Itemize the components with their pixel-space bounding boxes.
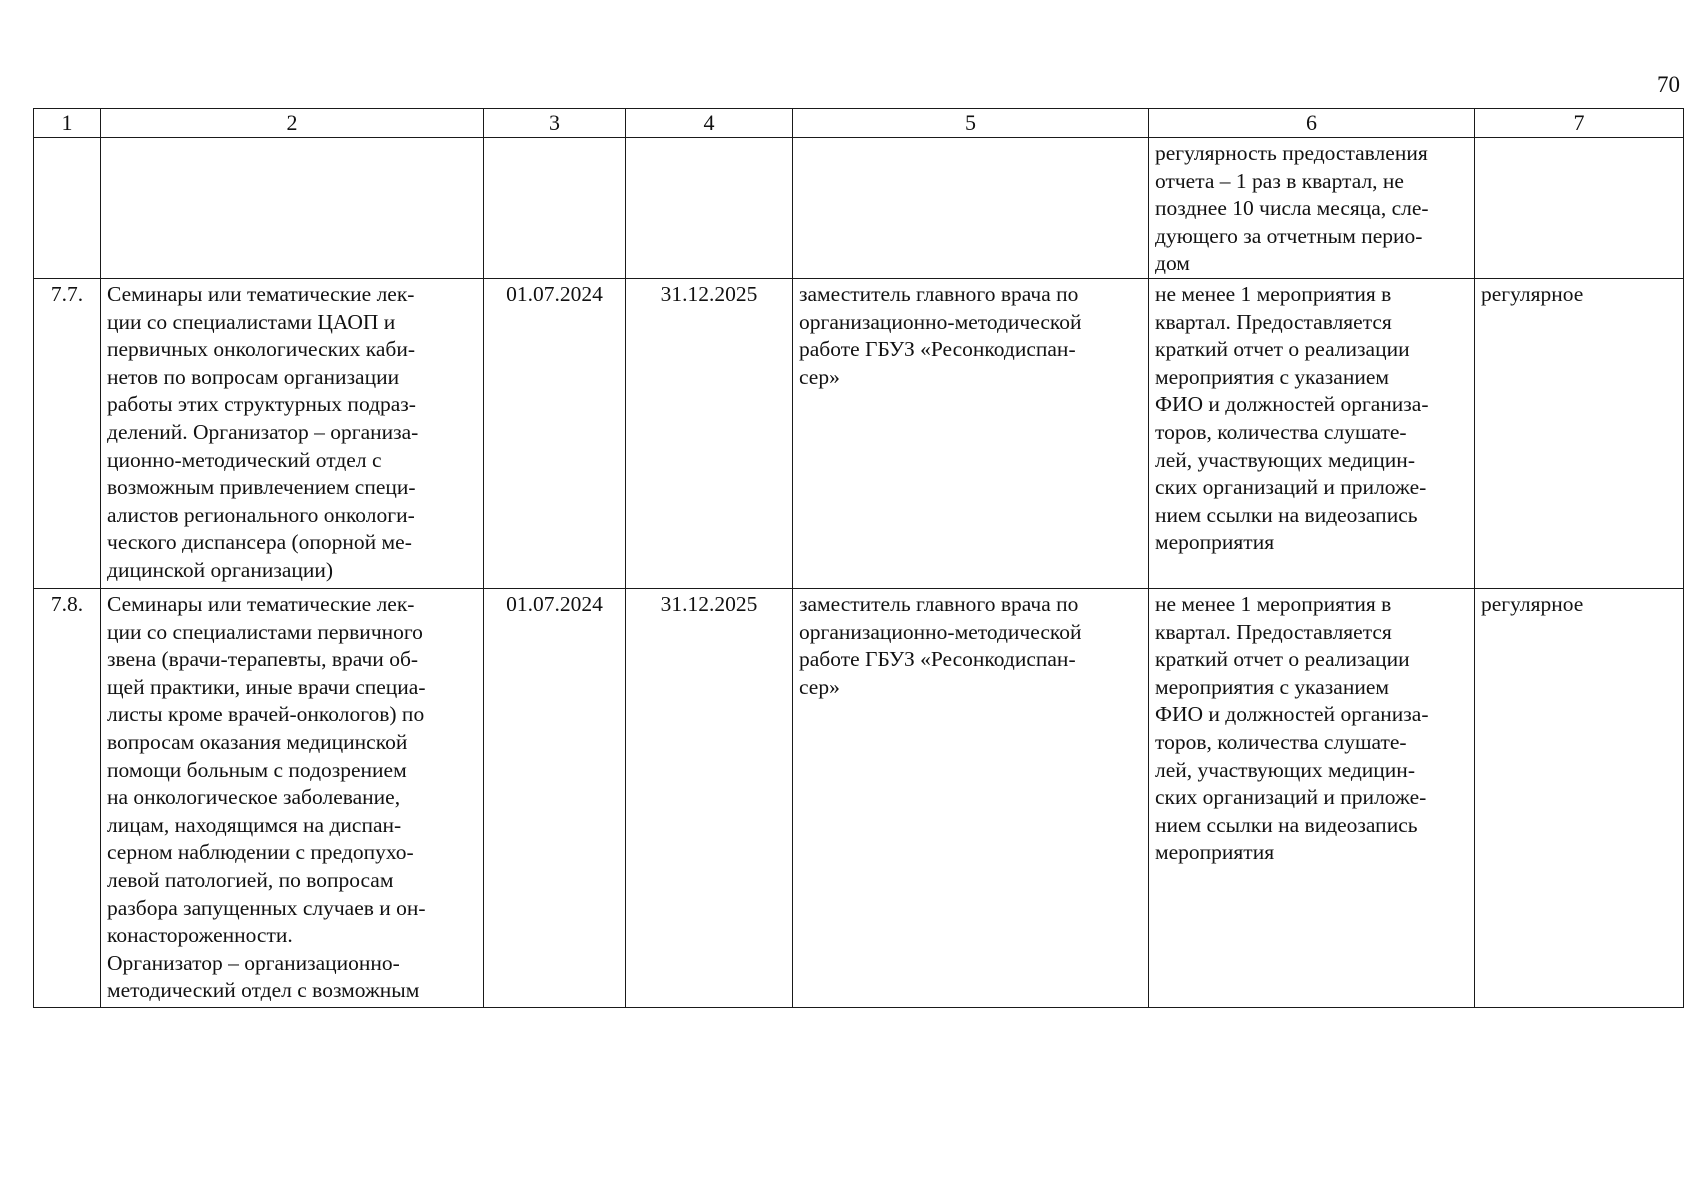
text-line: отчета – 1 раз в квартал, не bbox=[1155, 168, 1404, 193]
continuation-row bbox=[34, 138, 1684, 279]
text-line: разбора запущенных случаев и он- bbox=[107, 895, 426, 920]
text-line: ческого диспансера (опорной ме- bbox=[107, 530, 412, 555]
text-line: мероприятия с указанием bbox=[1155, 674, 1389, 699]
text-line: конастороженности. bbox=[107, 923, 293, 948]
text-line: регулярность предоставления bbox=[1155, 141, 1428, 165]
empty-cell bbox=[101, 138, 484, 279]
text-line: краткий отчет о реализации bbox=[1155, 337, 1410, 362]
text-line: Семинары или тематические лек- bbox=[107, 591, 415, 616]
table-row bbox=[34, 588, 1684, 1007]
text-line: не менее 1 мероприятия в bbox=[1155, 591, 1392, 616]
text-line: дом bbox=[1155, 251, 1190, 276]
row-number: 7.7. bbox=[34, 278, 101, 588]
column-number-row bbox=[34, 109, 1684, 138]
text-line: не менее 1 мероприятия в bbox=[1155, 281, 1392, 306]
text-line: мероприятия bbox=[1155, 840, 1275, 865]
responsible-cell bbox=[793, 278, 1149, 588]
type-cell: регулярное bbox=[1475, 588, 1684, 1007]
text-line: мероприятия bbox=[1155, 530, 1275, 555]
text-line: сер» bbox=[799, 364, 840, 389]
indicator-cell bbox=[1149, 278, 1475, 588]
text-line: методический отдел с возможным bbox=[107, 978, 420, 1003]
text-line: работе ГБУЗ «Ресонкодиспан- bbox=[799, 647, 1076, 672]
continuation-indicator-cell bbox=[1149, 138, 1475, 279]
responsible-cell bbox=[793, 588, 1149, 1007]
text-line: лицам, находящимся на диспан- bbox=[107, 812, 402, 837]
text-line: на онкологическое заболевание, bbox=[107, 785, 401, 810]
text-line: ских организаций и приложе- bbox=[1155, 475, 1427, 500]
text-line: дующего за отчетным перио- bbox=[1155, 223, 1423, 248]
text-line: ФИО и должностей организа- bbox=[1155, 702, 1429, 727]
text-line: ских организаций и приложе- bbox=[1155, 785, 1427, 810]
start-date: 01.07.2024 bbox=[484, 278, 626, 588]
text-line: ФИО и должностей организа- bbox=[1155, 392, 1429, 417]
text-line: первичных онкологических каби- bbox=[107, 337, 416, 362]
row-number: 7.8. bbox=[34, 588, 101, 1007]
description-cell bbox=[101, 588, 484, 1007]
type-cell: регулярное bbox=[1475, 278, 1684, 588]
text-line: ции со специалистами ЦАОП и bbox=[107, 309, 396, 334]
text-line: позднее 10 числа месяца, сле- bbox=[1155, 196, 1429, 221]
text-line: Семинары или тематические лек- bbox=[107, 281, 415, 306]
column-header-7: 7 bbox=[1475, 109, 1684, 138]
column-header-6: 6 bbox=[1149, 109, 1475, 138]
text-line: лей, участвующих медицин- bbox=[1155, 447, 1415, 472]
text-line: Организатор – организационно- bbox=[107, 950, 400, 975]
column-header-5: 5 bbox=[793, 109, 1149, 138]
text-line: краткий отчет о реализации bbox=[1155, 647, 1410, 672]
text-line: торов, количества слушате- bbox=[1155, 419, 1407, 444]
empty-cell bbox=[626, 138, 793, 279]
text-line: квартал. Предоставляется bbox=[1155, 309, 1392, 334]
page-number: 70 bbox=[1657, 72, 1680, 97]
text-line: сер» bbox=[799, 674, 840, 699]
text-line: нетов по вопросам организации bbox=[107, 364, 400, 389]
text-line: алистов регионального онкологи- bbox=[107, 502, 415, 527]
text-line: торов, количества слушате- bbox=[1155, 729, 1407, 754]
description-cell bbox=[101, 278, 484, 588]
empty-cell bbox=[793, 138, 1149, 279]
text-line: вопросам оказания медицинской bbox=[107, 729, 408, 754]
end-date: 31.12.2025 bbox=[626, 588, 793, 1007]
text-line: щей практики, иные врачи специа- bbox=[107, 674, 426, 699]
empty-cell bbox=[484, 138, 626, 279]
text-line: работы этих структурных подраз- bbox=[107, 392, 416, 417]
indicator-cell bbox=[1149, 588, 1475, 1007]
empty-cell bbox=[34, 138, 101, 279]
empty-cell bbox=[1475, 138, 1684, 279]
text-line: мероприятия с указанием bbox=[1155, 364, 1389, 389]
column-header-2: 2 bbox=[101, 109, 484, 138]
text-line: нием ссылки на видеозапись bbox=[1155, 502, 1418, 527]
text-line: квартал. Предоставляется bbox=[1155, 619, 1392, 644]
column-header-4: 4 bbox=[626, 109, 793, 138]
text-line: организационно-методической bbox=[799, 309, 1082, 334]
text-line: нием ссылки на видеозапись bbox=[1155, 812, 1418, 837]
text-line: серном наблюдении с предопухо- bbox=[107, 840, 414, 865]
text-line: ции со специалистами первичного bbox=[107, 619, 423, 644]
text-line: лей, участвующих медицин- bbox=[1155, 757, 1415, 782]
column-header-1: 1 bbox=[34, 109, 101, 138]
text-line: заместитель главного врача по bbox=[799, 591, 1079, 616]
start-date: 01.07.2024 bbox=[484, 588, 626, 1007]
text-line: дицинской организации) bbox=[107, 557, 334, 582]
table-row bbox=[34, 278, 1684, 588]
column-header-3: 3 bbox=[484, 109, 626, 138]
text-line: заместитель главного врача по bbox=[799, 281, 1079, 306]
text-line: делений. Организатор – организа- bbox=[107, 419, 419, 444]
text-line: помощи больным с подозрением bbox=[107, 757, 407, 782]
plan-table bbox=[33, 108, 1684, 1008]
text-line: работе ГБУЗ «Ресонкодиспан- bbox=[799, 337, 1076, 362]
text-line: левой патологией, по вопросам bbox=[107, 867, 394, 892]
text-line: листы кроме врачей-онкологов) по bbox=[107, 702, 425, 727]
text-line: организационно-методической bbox=[799, 619, 1082, 644]
end-date: 31.12.2025 bbox=[626, 278, 793, 588]
text-line: возможным привлечением специ- bbox=[107, 475, 416, 500]
text-line: ционно-методический отдел с bbox=[107, 447, 382, 472]
text-line: звена (врачи-терапевты, врачи об- bbox=[107, 647, 419, 672]
